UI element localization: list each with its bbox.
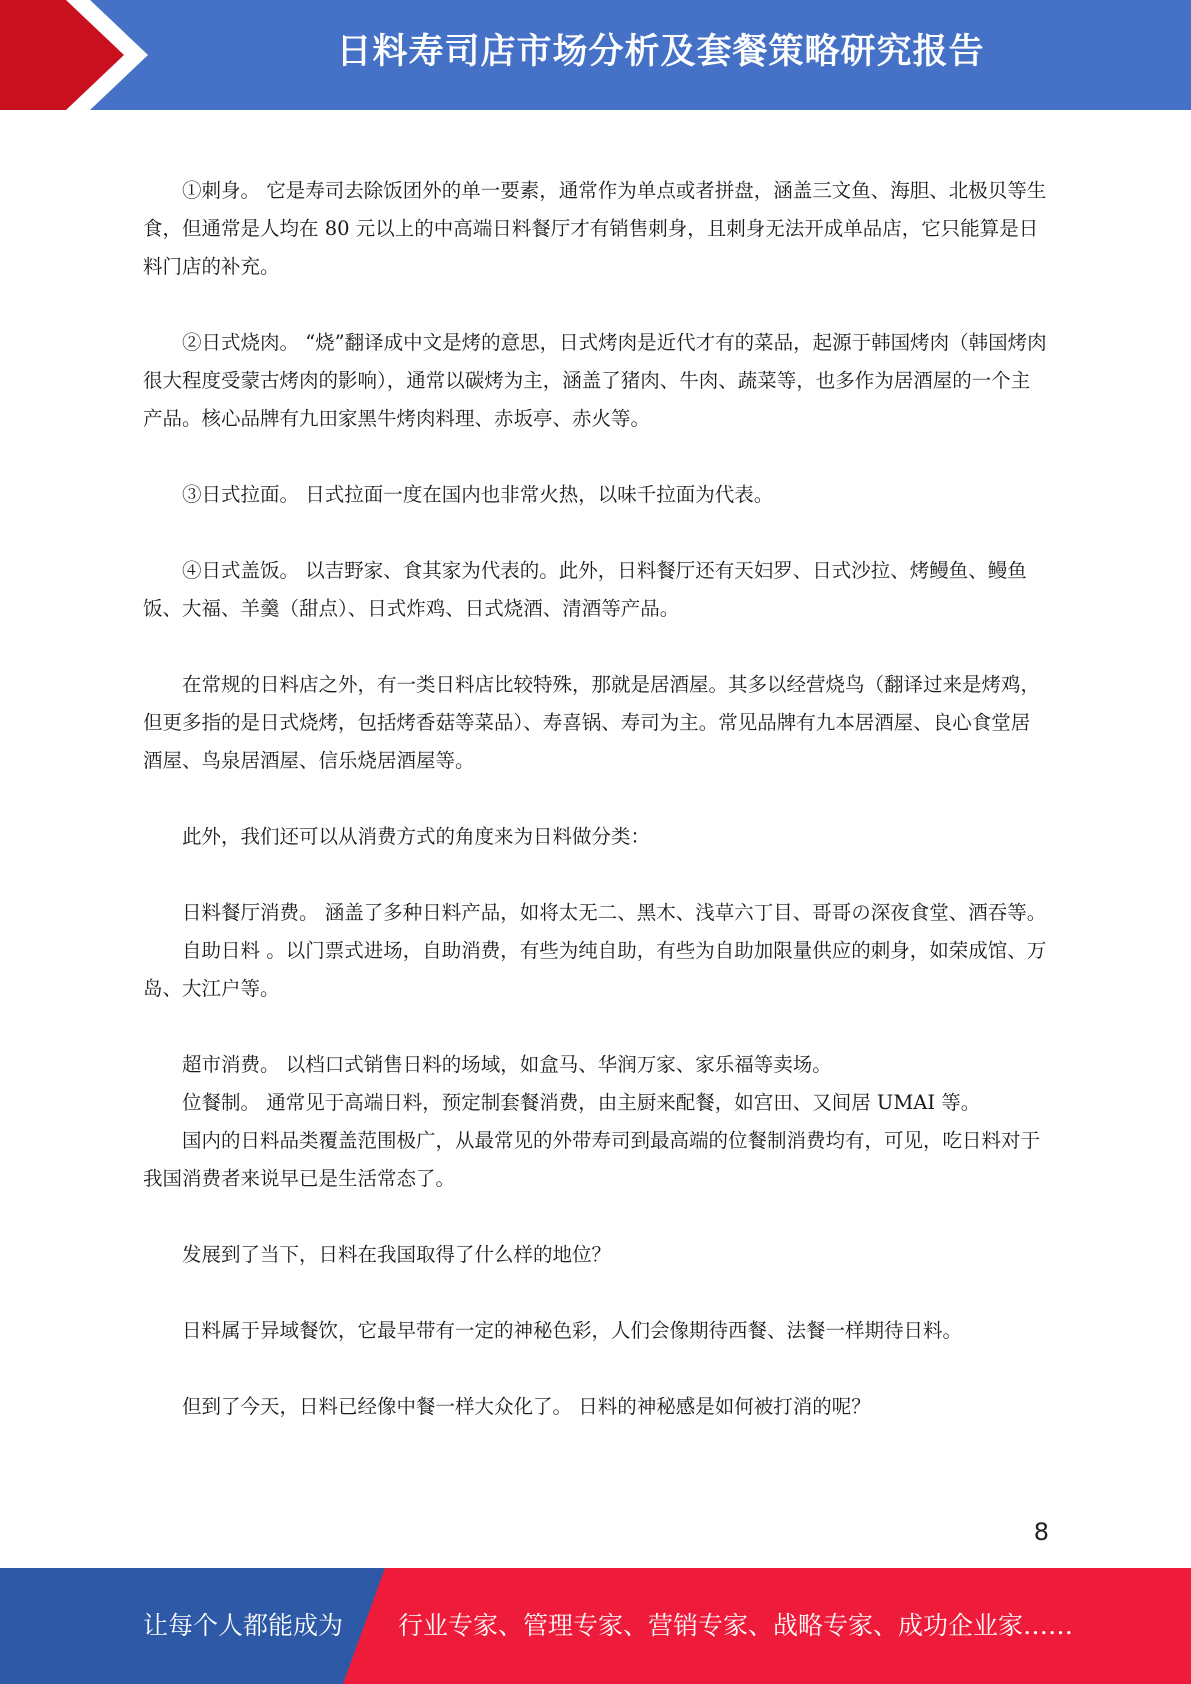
paragraph-donburi: ④日式盖饭。 以吉野家、食其家为代表的。此外，日料餐厅还有天妇罗、日式沙拉、烤鳗鱼、鳗鱼饭、大福、羊羹（甜点）、日式炸鸡、日式烧酒、清酒等产品。 <box>143 559 1027 620</box>
paragraph-sashimi: ①刺身。 它是寿司去除饭团外的单一要素，通常作为单点或者拼盘，涵盖三文鱼、海胆、北极贝等生食，但通常是人均在 80 元以上的中高端日料餐厅才有销售刺身，且刺身无法开成单品店，它只能算是日料门店的补充。 <box>143 179 1047 278</box>
paragraph-izakaya: 在常规的日料店之外，有一类日料店比较特殊，那就是居酒屋。其多以经营烧鸟（翻译过来是烤鸡，但更多指的是日式烧烤，包括烤香菇等菜品）、寿喜锅、寿司为主。常见品牌有九本居酒屋、良心食堂居酒屋、鸟泉居酒屋、信乐烧居酒屋等。 <box>143 673 1041 772</box>
paragraph-question: 发展到了当下，日料在我国取得了什么样的地位？ <box>182 1243 612 1266</box>
paragraph-yakiniku: ②日式烧肉。 “烧”翻译成中文是烤的意思，日式烤肉是近代才有的菜品，起源于韩国烤肉（韩国烤肉很大程度受蒙古烤肉的影响），通常以碳烤为主，涵盖了猪肉、牛肉、蔬菜等，也多作为居酒屋的一个主产品。核心品牌有九田家黑牛烤肉料理、赤坂亭、赤火等。 <box>143 331 1047 430</box>
article-body <box>143 172 1048 1426</box>
footer-slogan-right: 行业专家、管理专家、营销专家、战略专家、成功企业家…… <box>398 1611 1074 1640</box>
paragraph-omakase: 位餐制。 通常见于高端日料，预定制套餐消费，由主厨来配餐，如宫田、又间居 UMAI 等。 <box>182 1091 981 1114</box>
paragraph-consumption-intro: 此外，我们还可以从消费方式的角度来为日料做分类： <box>182 825 651 848</box>
page-footer <box>0 1568 1191 1684</box>
paragraph-restaurant-consumption: 日料餐厅消费。 涵盖了多种日料产品，如将太无二、黑木、浅草六丁目、哥哥の深夜食堂、酒吞等。 <box>182 901 1047 924</box>
report-title: 日料寿司店市场分析及套餐策略研究报告 <box>336 32 985 72</box>
page-header <box>0 0 1191 110</box>
paragraph-ramen: ③日式拉面。 日式拉面一度在国内也非常火热，以味千拉面为代表。 <box>182 483 774 506</box>
paragraph-buffet: 自助日料 。以门票式进场，自助消费，有些为纯自助，有些为自助加限量供应的刺身，如荣成馆、万岛、大江户等。 <box>143 939 1047 1000</box>
paragraph-exotic: 日料属于异域餐饮，它最早带有一定的神秘色彩，人们会像期待西餐、法餐一样期待日料。 <box>182 1319 963 1342</box>
footer-slogan-left: 让每个人都能成为 <box>143 1611 344 1640</box>
page-number: 8 <box>1033 1518 1049 1546</box>
paragraph-supermarket: 超市消费。 以档口式销售日料的场域，如盒马、华润万家、家乐福等卖场。 <box>182 1053 832 1076</box>
paragraph-coverage: 国内的日料品类覆盖范围极广，从最常见的外带寿司到最高端的位餐制消费均有，可见，吃日料对于我国消费者来说早已是生活常态了。 <box>143 1129 1041 1190</box>
paragraph-popularized: 但到了今天，日料已经像中餐一样大众化了。 日料的神秘感是如何被打消的呢？ <box>182 1395 871 1418</box>
